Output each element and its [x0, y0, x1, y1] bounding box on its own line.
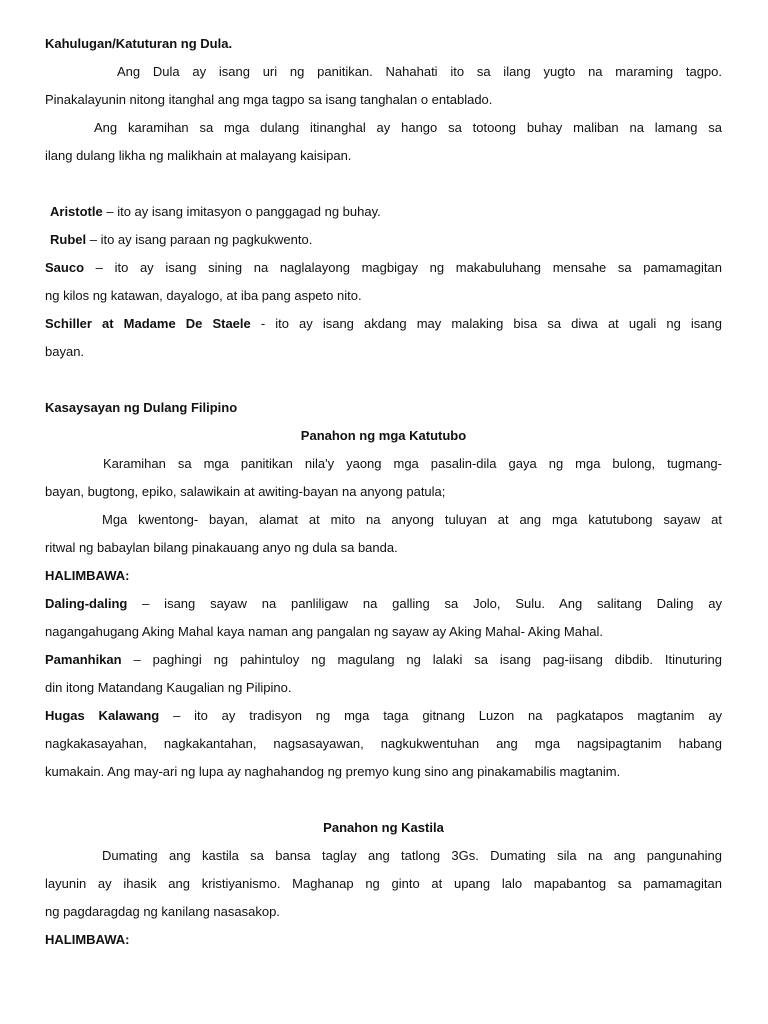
paragraph-line: Pinakalayunin nitong itanghal ang mga tagpo sa isang tanghalan o entablado. — [45, 92, 493, 107]
paragraph-line: Mga kwentong- bayan, alamat at mito na anyong tuluyan at ang mga katutubong sayaw at — [102, 512, 722, 527]
heading-kahulugan: Kahulugan/Katuturan ng Dula. — [45, 36, 233, 51]
paragraph-line: kumakain. Ang may-ari ng lupa ay naghahandog ng premyo kung sino ang pinakamabilis magtanim. — [45, 764, 621, 779]
paragraph-line: nagkakasayahan, nagkakantahan, nagsasayawan, nagkukwentuhan ang mga nagsipagtanim habang — [45, 736, 722, 751]
heading-kasaysayan: Kasaysayan ng Dulang Filipino — [45, 400, 238, 415]
paragraph-line: ritwal ng babaylan bilang pinakauang anyo ng dula sa banda. — [45, 540, 398, 555]
example-daling-daling: Daling-daling – isang sayaw na panliligaw na galling sa Jolo, Sulu. Ang salitang Daling ay — [45, 596, 722, 611]
paragraph-line: layunin ay ihasik ang kristiyanismo. Maghanap ng ginto at upang lalo mapabantog sa pamamagitan — [45, 876, 722, 891]
paragraph-line: din itong Matandang Kaugalian ng Pilipino. — [45, 680, 292, 695]
paragraph-line: bayan. — [45, 344, 85, 359]
heading-halimbawa: HALIMBAWA: — [45, 932, 130, 947]
paragraph-line: ng pagdaragdag ng kanilang nasasakop. — [45, 904, 280, 919]
paragraph-line: ng kilos ng katawan, dayalogo, at iba pang aspeto nito. — [45, 288, 362, 303]
paragraph-line: bayan, bugtong, epiko, salawikain at awiting-bayan na anyong patula; — [45, 484, 446, 499]
definition-aristotle: Aristotle – ito ay isang imitasyon o panggagad ng buhay. — [50, 204, 381, 219]
example-pamanhikan: Pamanhikan – paghingi ng pahintuloy ng magulang ng lalaki sa isang pag-iisang dibdib. Itinuturing — [45, 652, 722, 667]
paragraph-line: Dumating ang kastila sa bansa taglay ang tatlong 3Gs. Dumating sila na ang pangunahing — [102, 848, 722, 863]
heading-katutubo: Panahon ng mga Katutubo — [300, 428, 467, 443]
definition-schiller: Schiller at Madame De Staele - ito ay isang akdang may malaking bisa sa diwa at ugali ng isang — [45, 316, 722, 331]
paragraph-line: Ang karamihan sa mga dulang itinanghal ay hango sa totoong buhay maliban na lamang sa — [94, 120, 722, 135]
heading-halimbawa: HALIMBAWA: — [45, 568, 130, 583]
paragraph-line: Ang Dula ay isang uri ng panitikan. Nahahati ito sa ilang yugto na maraming tagpo. — [117, 64, 722, 79]
paragraph-line: Karamihan sa mga panitikan nila'y yaong mga pasalin-dila gaya ng mga bulong, tugmang- — [103, 456, 722, 471]
paragraph-line: ilang dulang likha ng malikhain at malayang kaisipan. — [45, 148, 352, 163]
definition-sauco: Sauco – ito ay isang sining na naglalayong magbigay ng makabuluhang mensahe sa pamamagitan — [45, 260, 722, 275]
definition-rubel: Rubel – ito ay isang paraan ng pagkukwento. — [50, 232, 313, 247]
heading-kastila: Panahon ng Kastila — [323, 820, 444, 835]
example-hugas-kalawang: Hugas Kalawang – ito ay tradisyon ng mga taga gitnang Luzon na pagkatapos magtanim ay — [45, 708, 722, 723]
paragraph-line: nagangahugang Aking Mahal kaya naman ang pangalan ng sayaw ay Aking Mahal- Aking Mahal. — [45, 624, 603, 639]
